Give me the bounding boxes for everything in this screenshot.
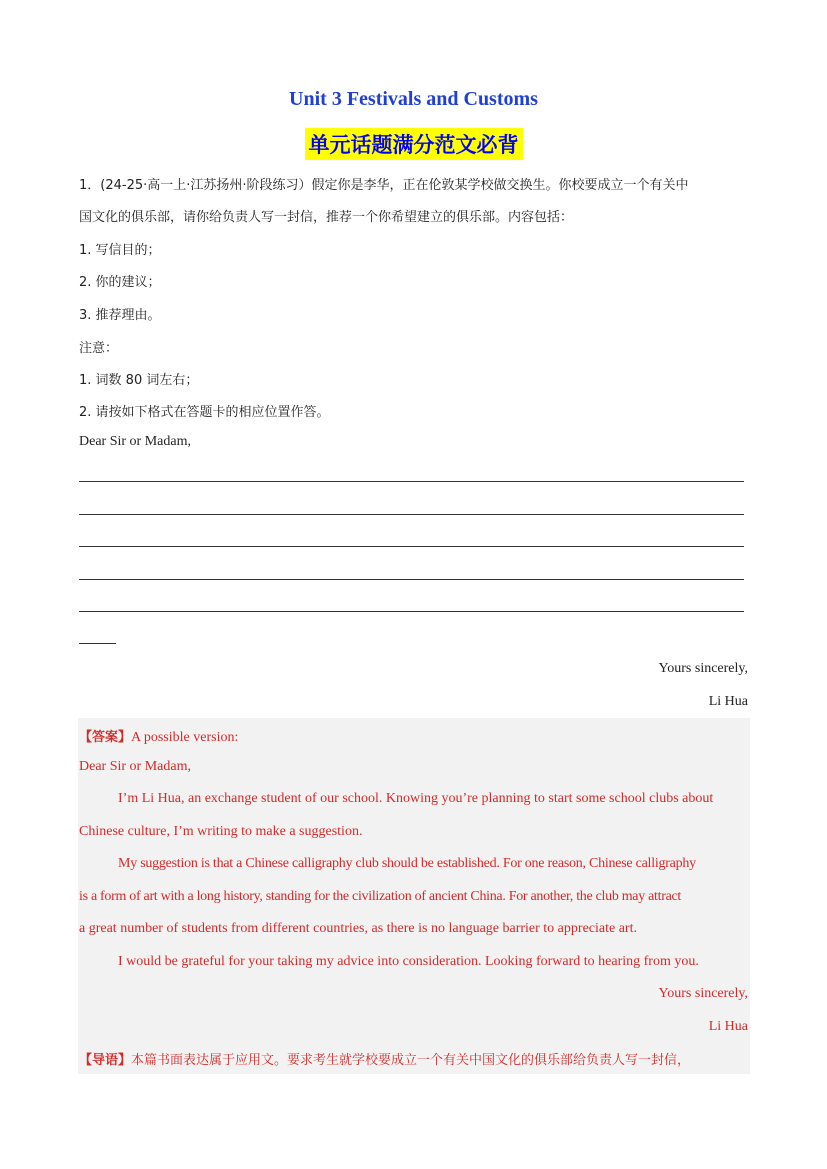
answer-paragraph-1a: I’m Li Hua, an exchange student of our school. Knowing you’re planning to start some school clubs about bbox=[118, 791, 714, 806]
page-title: Unit 3 Festivals and Customs bbox=[289, 88, 538, 110]
guide-label: 【导语】 bbox=[79, 1053, 132, 1068]
content-point-3: 3. 推荐理由。 bbox=[79, 308, 161, 323]
answer-signature: Li Hua bbox=[708, 1019, 748, 1034]
note-label: 注意： bbox=[79, 341, 119, 356]
letter-salutation: Dear Sir or Madam, bbox=[79, 434, 191, 449]
answer-header bbox=[79, 726, 747, 746]
guide-line bbox=[79, 1049, 690, 1068]
content-point-1: 1. 写信目的； bbox=[79, 243, 161, 258]
answer-intro: A possible version: bbox=[131, 730, 239, 745]
subtitle-container bbox=[0, 128, 827, 160]
answer-paragraph-2a: My suggestion is that a Chinese calligraphy club should be established. For one reason, Chinese calligraphy bbox=[118, 856, 696, 871]
answer-closing: Yours sincerely, bbox=[658, 986, 748, 1001]
answer-paragraph-2b: is a form of art with a long history, standing for the civilization of ancient China. For another, the club may attract bbox=[79, 889, 681, 904]
content-point-2: 2. 你的建议； bbox=[79, 275, 161, 290]
question-line-1: 1．(24-25·高一上·江苏扬州·阶段练习）假定你是李华，正在伦敦某学校做交换生。你校要成立一个有关中 bbox=[79, 178, 689, 193]
note-1: 1. 词数 80 词左右； bbox=[79, 373, 199, 388]
answer-line-1 bbox=[79, 481, 744, 482]
guide-text: 本篇书面表达属于应用文。要求考生就学校要成立一个有关中国文化的俱乐部给负责人写一封信， bbox=[131, 1053, 691, 1068]
answer-line-4 bbox=[79, 579, 744, 580]
letter-closing: Yours sincerely, bbox=[658, 661, 748, 676]
note-2: 2. 请按如下格式在答题卡的相应位置作答。 bbox=[79, 405, 330, 420]
answer-line-3 bbox=[79, 546, 744, 547]
answer-line-short bbox=[79, 643, 116, 644]
question-line-2: 国文化的俱乐部，请你给负责人写一封信，推荐一个你希望建立的俱乐部。内容包括： bbox=[79, 210, 574, 225]
answer-salutation: Dear Sir or Madam, bbox=[79, 759, 191, 774]
answer-line-5 bbox=[79, 611, 744, 612]
answer-line-2 bbox=[79, 514, 744, 515]
letter-signature: Li Hua bbox=[708, 694, 748, 709]
answer-label: 【答案】 bbox=[79, 730, 132, 745]
answer-paragraph-3: I would be grateful for your taking my advice into consideration. Looking forward to hearing from you. bbox=[118, 954, 699, 969]
answer-paragraph-2c: a great number of students from different countries, as there is no language barrier to appreciate art. bbox=[79, 921, 637, 936]
answer-paragraph-1b: Chinese culture, I’m writing to make a suggestion. bbox=[79, 824, 363, 839]
page-subtitle: 单元话题满分范文必背 bbox=[305, 128, 523, 160]
